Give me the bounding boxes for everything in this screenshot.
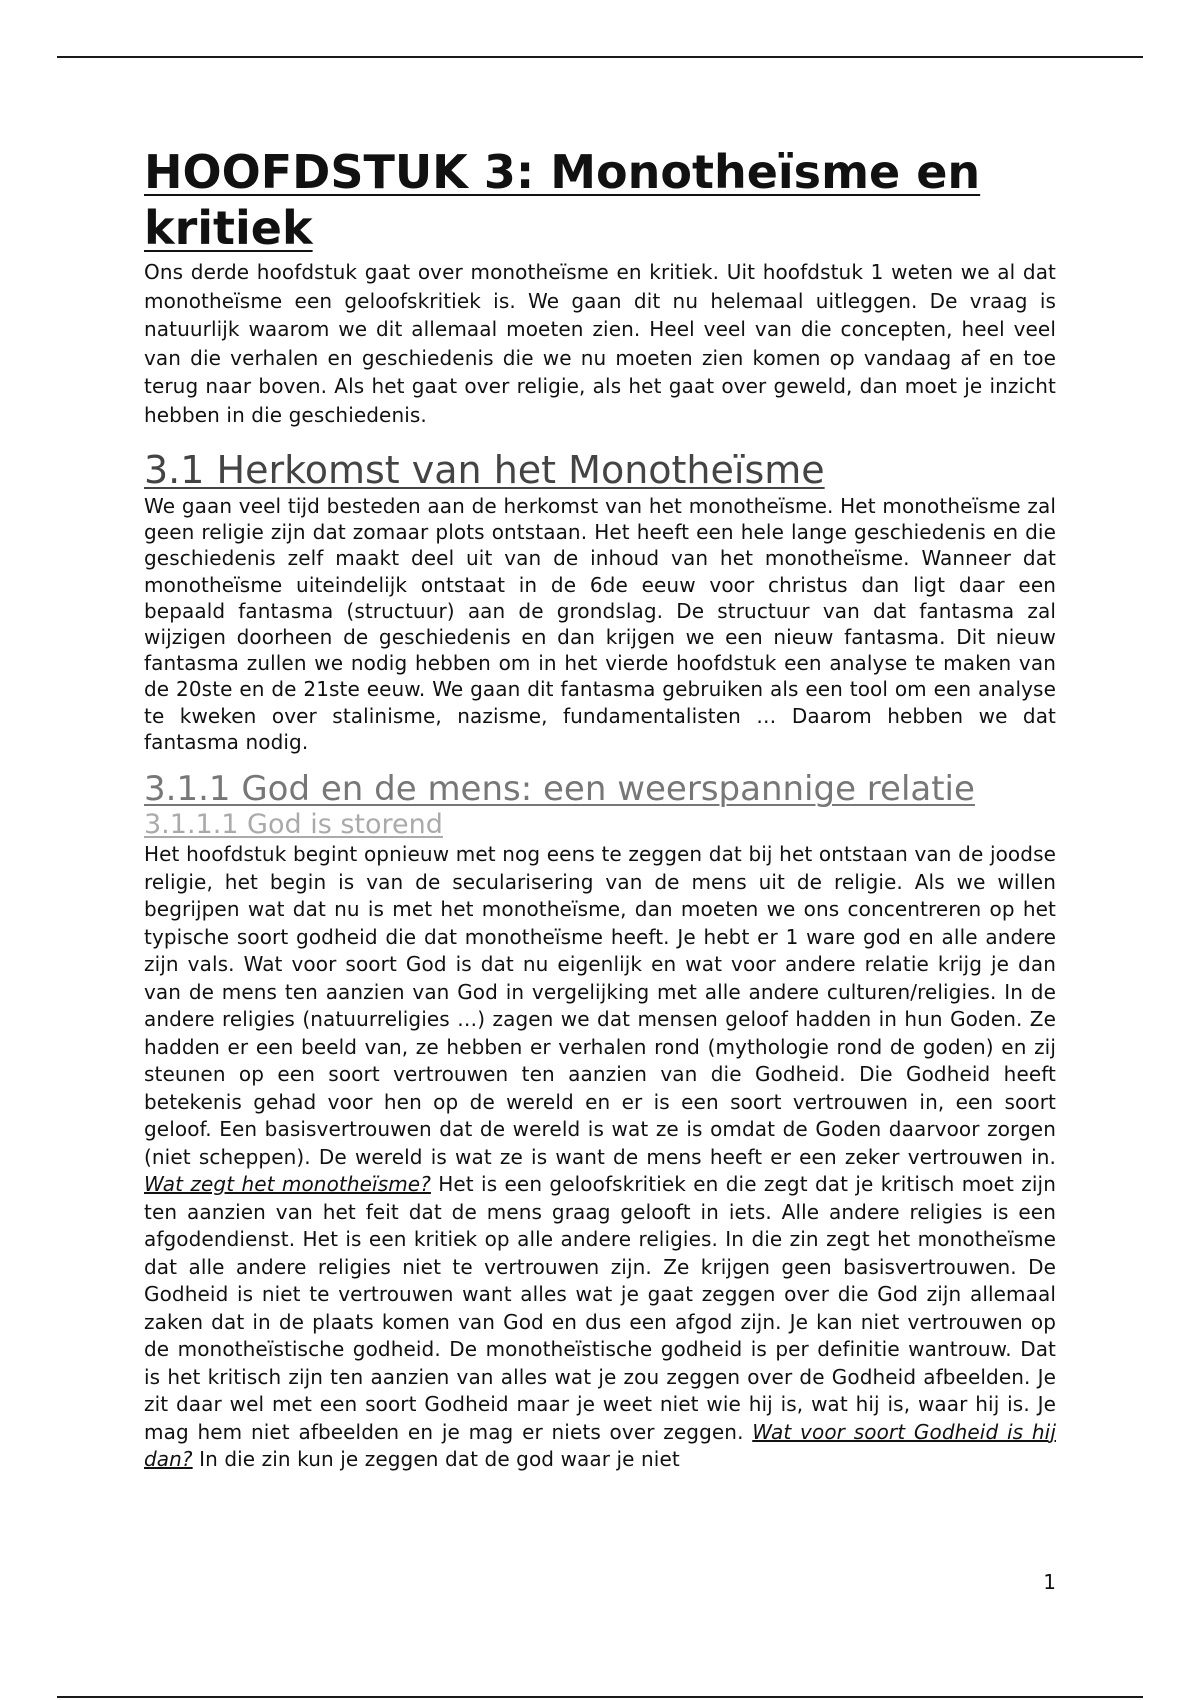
section-3-1-paragraph: We gaan veel tijd besteden aan de herkomst van het monotheïsme. Het monotheïsme zal geen religie zijn dat zomaar plots ontstaan. Het heeft een hele lange geschiedenis en die geschiedenis zelf maakt deel uit van de inhoud van het monotheïsme. Wanneer dat monotheïsme uiteindelijk ontstaat in de 6de eeuw voor christus dan ligt daar een bepaald fantasma (structuur) aan de grondslag. De structuur van dat fantasma zal wijzigen doorheen de geschiedenis en dan krijgen we een nieuw fantasma. Dit nieuw fantasma zullen we nodig hebben om in het vierde hoofdstuk een analyse te maken van de 20ste en de 21ste eeuw. We gaan dit fantasma gebruiken als een tool om een analyse te kweken over stalinisme, nazisme, fundamentalisten … Daarom hebben we dat fantasma nodig. xyxy=(144,494,1056,754)
document-page xyxy=(144,136,1056,1474)
intro-paragraph: Ons derde hoofdstuk gaat over monotheïsme en kritiek. Uit hoofdstuk 1 weten we al dat monotheïsme een geloofskritiek is. We gaan dit nu helemaal uitleggen. De vraag is natuurlijk waarom we dit allemaal moeten zien. Heel veel van die concepten, heel veel van die verhalen en geschiedenis die we nu moeten zien komen op vandaag af en toe terug naar boven. Als het gaat over religie, als het gaat over geweld, dan moet je inzicht hebben in die geschiedenis. xyxy=(144,260,1056,427)
header-rule xyxy=(57,56,1143,58)
page-number: 1 xyxy=(1043,1570,1056,1594)
paragraph-text-part-1: Het hoofdstuk begint opnieuw met nog eens te zeggen dat bij het ontstaan van de joodse religie, het begin is van de secularisering van de mens uit de religie. Als we willen begrijpen wat dat nu is met het monotheïsme, dan moeten we ons concentreren op het typische soort godheid die dat monotheïsme heeft. Je hebt er 1 ware god en alle andere zijn vals. Wat voor soort God is dat nu eigenlijk en wat voor andere relatie krijg je dan van de mens ten aanzien van God in vergelijking met alle andere culturen/religies. In de andere religies (natuurreligies …) zagen we dat mensen geloof hadden in hun Goden. Ze hadden er een beeld van, ze hebben er verhalen rond (mythologie rond de goden) en zij steunen op een soort vertrouwen ten aanzien van die Godheid. Die Godheid heeft betekenis gehad voor hen op de wereld en er is een soort vertrouwen in, een soort geloof. Een basisvertrouwen dat de wereld is wat ze is omdat de Goden daarvoor zorgen (niet scheppen). De wereld is wat ze is want de mens heeft er een zeker vertrouwen in. xyxy=(144,842,1056,1169)
footer-rule xyxy=(57,1696,1143,1698)
section-3-1-1-1-paragraph xyxy=(144,841,1056,1474)
chapter-title: HOOFDSTUK 3: Monotheïsme en kritiek xyxy=(144,145,981,255)
question-monotheism: Wat zegt het monotheïsme? xyxy=(144,1172,431,1197)
section-3-1-1-heading: 3.1.1 God en de mens: een weerspannige relatie xyxy=(144,769,975,810)
section-3-1-1-1-heading: 3.1.1.1 God is storend xyxy=(144,809,443,841)
paragraph-text-part-3: In die zin kun je zeggen dat de god waar je niet xyxy=(192,1447,680,1472)
section-3-1-heading: 3.1 Herkomst van het Monotheïsme xyxy=(144,448,825,492)
question-godhead: Wat voor soort Godheid is hij dan? xyxy=(144,1419,1056,1472)
paragraph-text-part-2: Het is een geloofskritiek en die zegt dat je kritisch moet zijn ten aanzien van het feit dat de mens graag gelooft in iets. Alle andere religies is een afgodendienst. Het is een kritiek op alle andere religies. In die zin zegt het monotheïsme dat alle andere religies niet te vertrouwen zijn. Ze krijgen geen basisvertrouwen. De Godheid is niet te vertrouwen want alles wat je gaat zeggen over die God zijn allemaal zaken dat in de plaats komen van God en dus een afgod zijn. Je kan niet vertrouwen op de monotheïstische godheid. De monotheïstische godheid is per definitie wantrouw. Dat is het kritisch zijn ten aanzien van alles wat je zou zeggen over de Godheid afbeelden. Je zit daar wel met een soort Godheid maar je weet niet wie hij is, wat hij is, waar hij is. Je mag hem niet afbeelden en je mag er niets over zeggen. xyxy=(144,1172,1056,1444)
